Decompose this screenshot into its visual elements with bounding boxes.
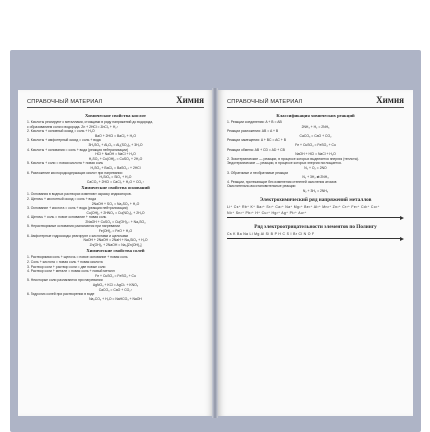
metals-series: Li⁺ Cs⁺ Rb⁺ K⁺ Ba²⁺ Sr²⁺ Ca²⁺ Na⁺ Mg²⁺ Be²⁺ Al³⁺ Mn²⁺ Zn²⁺ Cr³⁺ Fe²⁺ Cd²⁺ Co²⁺ [227,204,380,209]
equation-line: 3H₂SO₄ + Al₂O₃ = Al₂(SO₄)₃ + 3H₂O [88,142,143,147]
text-line: 1. Реакции соединения: A + B = AB [227,120,282,124]
text-line: 6. Амфотерные гидроксиды реагируют с кислотами и щелочами [27,233,129,238]
text-line: Реакции обмена: AB + CD = AD + CB [227,147,285,152]
equation-line: N₂ + 3H₂ = 2NH₃ [302,188,329,193]
equation-line: H₂SO₄ + BaCl₂ = BaSO₄↓ + 2HCl [90,165,141,170]
metals-series-continued: Ni²⁺ Sn²⁺ Pb²⁺ H⁺ Cu²⁺ Hg²⁺ Ag⁺ Pt²⁺ Au³⁺ [227,210,307,215]
equation-line: AgNO₃ + KCl = AgCl↓ + KNO₃ [92,283,139,287]
equation-line: 2NaOH + CuSO₄ = Cu(OH)₂↓ + Na₂SO₄ [85,219,146,224]
text-line: 2. Кислоты + основный оксид = соль + H₂O [27,129,95,134]
electronegativity-title: Ряд электроотрицательности элементов по Полингу [254,223,377,230]
text-line: 3. Кислоты + амфотерный оксид = соль + вода [27,138,101,143]
page-header [227,97,404,108]
equation-line: Zn(OH)₂ + 2NaOH = Na₂[Zn(OH)₄] [89,242,142,247]
text-line: Реакции замещения: A + BC = AC + B [227,138,286,143]
text-line: 2. Экзотермические — реакции, в процессе которых выделяется энергия (теплота). [227,156,359,161]
text-line: Эндотермические — реакции, в процессе которых энергия поглощается. [227,161,342,166]
text-line: 5. Нерастворимые основания разлагаются при нагревании [27,224,120,229]
electronegativity-series: Cs K Ba Na Li Mg Al Si B P H C S I Br Cl N O F [227,231,315,236]
equation-line: H₂SO₄ + Cu(OH)₂ = CuSO₄ + 2H₂O [88,156,143,161]
equation-line: HCl + NaOH = NaCl + H₂O [95,152,136,157]
text-line: Окислительно-восстановительные реакции [227,184,296,189]
metals-series-title: Электрохимический ряд напряжений металлов [259,196,372,203]
text-line: 3. Основание + кислота = соль + вода (реакция нейтрализации) [27,206,128,211]
text-line: 5. Некоторые соли разлагаются при нагревании [27,278,103,283]
text-line: 1. Основания в водных растворах изменяют окраску индикаторов. [27,192,132,197]
equation-line: Fe(OH)₂ = FeO + H₂O [98,229,133,234]
equation-line: CaCO₃ + 2HCl = CaCl₂ + H₂O + CO₂↑ [86,179,145,184]
text-line: с образованием соли и водорода. Zn + 2HCl = ZnCl₂ + H₂↑ [27,124,119,129]
equation-line: Cu(OH)₂ + 2HNO₃ = Cu(NO₃)₂ + 2H₂O [86,210,145,215]
equation-line: CaCO₃ = CaO + CO₂ [299,133,332,138]
text-line: 5. Кислоты + соли = новая кислота + новая соль [27,161,104,166]
text-line: 4. Щелочь + соль = новое основание + новая соль [27,215,107,220]
equation-line: N₂ + 3H₂ ⇄ 2NH₃ [302,175,329,180]
equation-line: N₂ + O₂ = 2NO [304,165,327,170]
equation-line: CaCO₃ = CaO + CO₂↑ [98,287,133,292]
subject-label: Химия [376,95,404,105]
right-page-body [227,112,404,410]
page-header [27,97,204,108]
text-line: 3. Раствор соли + раствор соли = две новые соли [27,264,106,269]
text-line: 6. Разложение кислородсодержащих кислот при нагревании [27,170,123,175]
text-line: 6. Гидролиз солей при растворении в воде [27,292,95,297]
text-line: 3. Обратимые и необратимые реакции [227,170,289,175]
left-page [18,90,213,416]
left-page-body [27,112,204,410]
text-line: 4. Реакции, протекающие без изменения степеней окисления атомов [227,179,337,184]
right-page [218,90,413,416]
section-label: СПРАВОЧНЫЙ МАТЕРИАЛ [27,99,103,105]
equation-line: BaO + 2HCl = BaCl₂ + H₂O [95,133,136,138]
equation-line: H₂SiO₃ = SiO₂ + H₂O [99,175,132,180]
equation-line: NaOH + HCl = NaCl + H₂O [295,152,336,157]
subject-label: Химия [176,95,204,105]
equation-line: Fe + CuSO₄ = FeSO₄ + Cu [95,273,136,278]
text-line: 2. Щелочь + кислотный оксид = соль + вода [27,196,96,201]
equation-line: 2NaOH + SO₂ = Na₂SO₃ + H₂O [91,201,140,206]
equation-line: 2NH₃ + H₂ = 2NH₃ [301,124,330,129]
block-title: Химические свойства кислот [84,113,146,118]
classification-title: Классификация химических реакций [276,113,355,118]
direction-arrow [227,237,404,241]
text-line: Реакции разложения: AB = A + B [227,129,279,134]
text-line: 4. Кислоты + основания = соль + вода (реакция нейтрализации) [27,147,129,152]
block-title: Химические свойства оснований [81,185,150,191]
text-line: 1. Кислоты реагируют с металлами, стоящими в ряду напряжений до водорода, [27,120,154,124]
text-line: 1. Растворимая соль + щелочь = новое основание + новая соль [27,255,128,260]
text-line: 2. Соль + кислота = новая соль + новая кислота [27,260,103,265]
section-label: СПРАВОЧНЫЙ МАТЕРИАЛ [227,99,303,105]
equation-line: Na₂CO₃ + H₂O = NaHCO₃ + NaOH [89,296,142,301]
classification-lines [227,120,404,194]
equation-line: Fe + CuSO₄ = FeSO₄ + Cu [295,142,336,147]
direction-arrow [227,216,404,220]
text-line: 4. Раствор соли + металл = новая соль + новый металл [27,269,115,274]
block-title: Химические свойства солей [86,248,145,254]
equation-line: NaOH + 2NaOH = 2NaH + Na₂SiO₃ + H₂O [83,238,148,243]
